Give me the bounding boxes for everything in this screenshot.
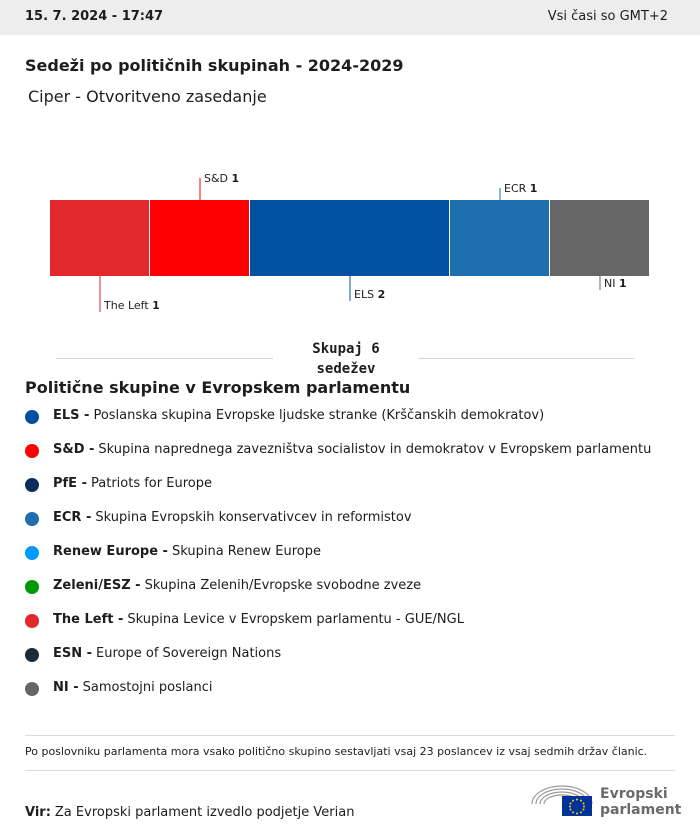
- legend-abbr: ESN -: [53, 646, 93, 661]
- source-label: Vir:: [25, 805, 51, 820]
- legend-title: Politične skupine v Evropskem parlamentu: [25, 378, 411, 397]
- bar-label: [354, 288, 385, 301]
- legend-abbr: Renew Europe -: [53, 544, 168, 559]
- legend-color-dot: [25, 478, 39, 492]
- legend-description: Samostojni poslanci: [82, 680, 213, 695]
- legend-description: Skupina Zelenih/Evropske svobodne zveze: [144, 578, 422, 593]
- legend-item: [25, 508, 675, 542]
- legend-color-dot: [25, 648, 39, 662]
- bar-label: [504, 182, 537, 195]
- bar-label: [204, 172, 239, 185]
- legend-description: Skupina Levice v Evropskem parlamentu - GUE/NGL: [127, 612, 464, 627]
- ep-logo: [528, 780, 682, 820]
- legend-item: [25, 644, 675, 678]
- bar-label-value: 1: [152, 299, 160, 312]
- legend-description: Europe of Sovereign Nations: [96, 646, 282, 661]
- footnote: Po poslovniku parlamenta mora vsako politično skupino sestavljati vsaj 23 poslancev iz vsaj sedmih držav članic.: [25, 745, 648, 758]
- legend-item: [25, 576, 675, 610]
- legend-item: [25, 406, 675, 440]
- bar-label-value: 1: [618, 277, 627, 290]
- legend-item: [25, 440, 675, 474]
- bar-label: [103, 299, 160, 312]
- total-seats-count: Skupaj 6: [312, 341, 380, 357]
- legend-item: [25, 542, 675, 576]
- legend-abbr: ECR -: [53, 510, 92, 525]
- legend-item: [25, 678, 675, 712]
- legend-abbr: ELS -: [53, 408, 90, 423]
- bar-segment-els: [250, 200, 449, 276]
- legend-color-dot: [25, 580, 39, 594]
- bar-label-group: The Left: [104, 299, 153, 312]
- note-divider-bottom: [25, 770, 675, 771]
- legend-color-dot: [25, 512, 39, 526]
- bar-label-group: NI: [604, 277, 619, 290]
- bar-label-value: 1: [231, 172, 240, 185]
- source-text: Za Evropski parlament izvedlo podjetje Verian: [54, 805, 355, 820]
- total-divider-right: [418, 358, 634, 359]
- legend-color-dot: [25, 682, 39, 696]
- legend-description: Skupina Renew Europe: [171, 544, 321, 559]
- bar-label-value: 2: [377, 288, 386, 301]
- bar-segment-ecr: [450, 200, 549, 276]
- bar-label-group: ELS: [354, 288, 378, 301]
- legend-abbr: S&D -: [53, 442, 95, 457]
- legend-color-dot: [25, 444, 39, 458]
- legend-description: Skupina naprednega zavezništva socialistov in demokratov v Evropskem parlamentu: [98, 442, 652, 457]
- legend-description: Skupina Evropskih konservativcev in reformistov: [95, 510, 412, 525]
- bar-segment-ni: [550, 200, 649, 276]
- legend-color-dot: [25, 410, 39, 424]
- page-subtitle: Ciper - Otvoritveno zasedanje: [28, 87, 267, 106]
- page-title: Sedeži po političnih skupinah - 2024-2029: [25, 56, 404, 75]
- legend-color-dot: [25, 614, 39, 628]
- legend-abbr: The Left -: [53, 612, 124, 627]
- bar-label-group: S&D: [204, 172, 232, 185]
- legend-abbr: NI -: [53, 680, 79, 695]
- top-bar: [0, 0, 700, 35]
- ep-logo-line1: Evropski: [600, 786, 668, 802]
- legend-abbr: PfE -: [53, 476, 87, 491]
- legend-list: [25, 406, 675, 712]
- legend-color-dot: [25, 546, 39, 560]
- legend-abbr: Zeleni/ESZ -: [53, 578, 141, 593]
- legend-description: Patriots for Europe: [91, 476, 212, 491]
- seats-chart: [0, 160, 700, 330]
- ep-logo-text: [600, 786, 681, 818]
- bar-segment-the-left: [50, 200, 149, 276]
- ep-logo-line2: parlament: [600, 802, 682, 818]
- total-seats-unit: sedežev: [316, 361, 376, 377]
- ep-logo-icon: [528, 780, 596, 820]
- bar-label-group: ECR: [504, 182, 530, 195]
- bar-label: [604, 277, 627, 290]
- total-seats: [274, 339, 418, 379]
- legend-item: [25, 474, 675, 508]
- legend-item: [25, 610, 675, 644]
- note-divider-top: [25, 735, 675, 736]
- timezone-note: Vsi časi so GMT+2: [547, 9, 668, 24]
- bar-segment-s-d: [150, 200, 249, 276]
- timestamp: 15. 7. 2024 - 17:47: [25, 9, 164, 24]
- legend-description: Poslanska skupina Evropske ljudske stranke (Krščanskih demokratov): [93, 408, 545, 423]
- bar-label-value: 1: [529, 182, 538, 195]
- source-line: [25, 805, 354, 820]
- total-divider-left: [56, 358, 273, 359]
